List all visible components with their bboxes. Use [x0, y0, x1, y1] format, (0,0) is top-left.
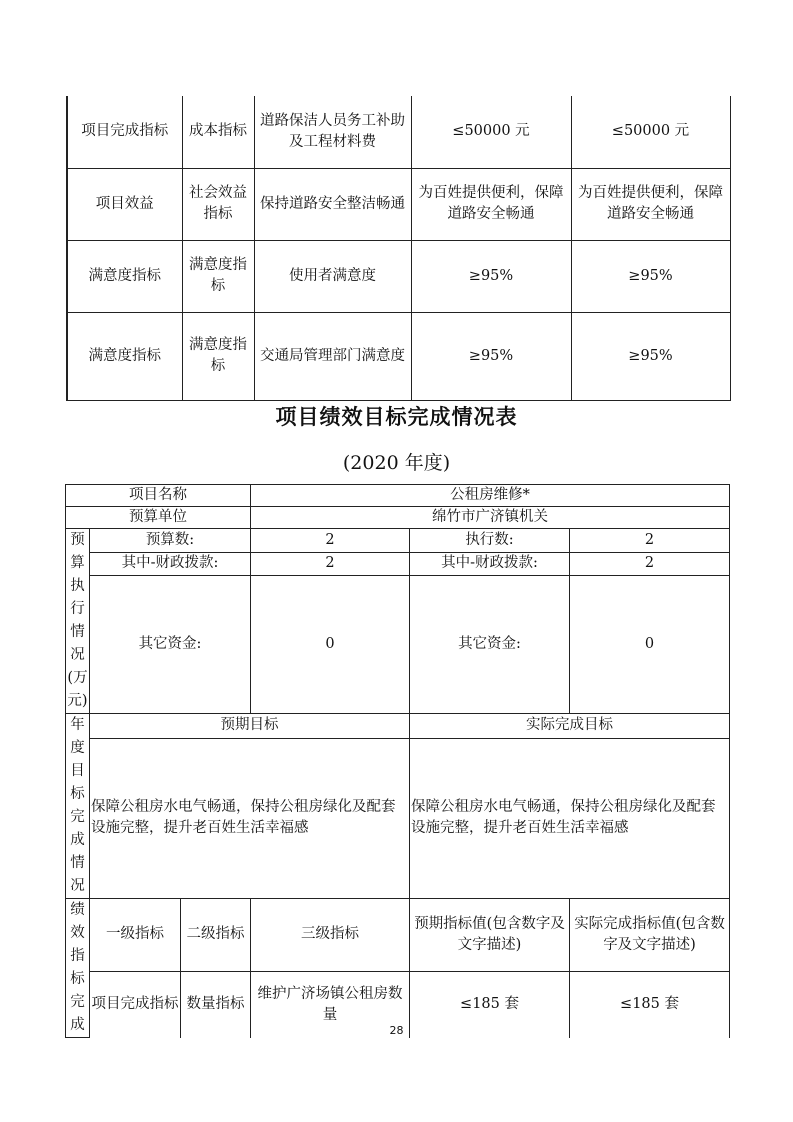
expected-value-cell: ≤50000 元 [411, 96, 571, 168]
actual-value-cell: 为百姓提供便利，保障道路安全畅通 [571, 168, 730, 240]
expected-value-cell: 为百姓提供便利，保障道路安全畅通 [411, 168, 571, 240]
project-name-label: 项目名称 [66, 485, 251, 507]
level3-cell: 保持道路安全整洁畅通 [254, 168, 411, 240]
level3-cell: 道路保洁人员务工补助及工程材料费 [254, 96, 411, 168]
budget-exec-label: 预算执行情况(万元) [66, 529, 90, 714]
table-row [67, 240, 730, 312]
expected-goal-text: 保障公租房水电气畅通，保持公租房绿化及配套设施完整，提升老百姓生活幸福感 [90, 738, 410, 898]
indicator-label: 绩效指标完成 [66, 899, 90, 1038]
top-indicator-table [66, 96, 731, 401]
actual-value-cell: ≤185 套 [570, 971, 730, 1037]
fiscal-allocation-label: 其中-财政拨款: [90, 552, 251, 576]
header-level1: 一级指标 [90, 899, 181, 972]
level2-cell: 数量指标 [181, 971, 251, 1037]
other-funds-value: 0 [251, 576, 410, 714]
header-actual: 实际完成指标值(包含数字及文字描述) [570, 899, 730, 972]
level1-cell: 项目完成指标 [90, 971, 181, 1037]
level1-cell: 满意度指标 [67, 240, 182, 312]
level2-cell: 成本指标 [182, 96, 254, 168]
table-row [67, 312, 730, 400]
table-row [66, 552, 730, 576]
budget-unit-value: 绵竹市广济镇机关 [251, 507, 730, 529]
level2-cell: 满意度指标 [182, 240, 254, 312]
fiscal-allocation-value: 2 [251, 552, 410, 576]
table-row [66, 899, 730, 972]
table-row [67, 96, 730, 168]
other-funds-label: 其它资金: [410, 576, 570, 714]
budget-unit-label: 预算单位 [66, 507, 251, 529]
table-row [66, 738, 730, 898]
page-subtitle: (2020 年度) [342, 452, 451, 474]
annual-goal-label: 年度目标完成情况 [66, 714, 90, 899]
table-row [66, 529, 730, 553]
level2-cell: 满意度指标 [182, 312, 254, 400]
level2-cell: 社会效益指标 [182, 168, 254, 240]
budget-count-value: 2 [251, 529, 410, 553]
table-row [66, 714, 730, 739]
level1-cell: 项目完成指标 [67, 96, 182, 168]
expected-goal-header: 预期目标 [90, 714, 410, 739]
table-row [66, 485, 730, 507]
header-expected: 预期指标值(包含数字及文字描述) [410, 899, 570, 972]
actual-value-cell: ≤50000 元 [571, 96, 730, 168]
expected-value-cell: ≤185 套 [410, 971, 570, 1037]
table-row [66, 507, 730, 529]
table-row [67, 168, 730, 240]
level3-cell: 维护广济场镇公租房数量 [251, 971, 410, 1037]
table-row [66, 576, 730, 714]
other-funds-label: 其它资金: [90, 576, 251, 714]
exec-count-label: 执行数: [410, 529, 570, 553]
project-name-value: 公租房维修* [251, 485, 730, 507]
header-level2: 二级指标 [181, 899, 251, 972]
fiscal-allocation-value: 2 [570, 552, 730, 576]
expected-value-cell: ≥95% [411, 312, 571, 400]
level1-cell: 项目效益 [67, 168, 182, 240]
expected-value-cell: ≥95% [411, 240, 571, 312]
budget-count-label: 预算数: [90, 529, 251, 553]
header-level3: 三级指标 [251, 899, 410, 972]
fiscal-allocation-label: 其中-财政拨款: [410, 552, 570, 576]
page-number: 28 [389, 1024, 404, 1037]
other-funds-value: 0 [570, 576, 730, 714]
level1-cell: 满意度指标 [67, 312, 182, 400]
actual-value-cell: ≥95% [571, 312, 730, 400]
level3-cell: 交通局管理部门满意度 [254, 312, 411, 400]
level3-cell: 使用者满意度 [254, 240, 411, 312]
actual-goal-header: 实际完成目标 [410, 714, 730, 739]
actual-goal-text: 保障公租房水电气畅通，保持公租房绿化及配套设施完整，提升老百姓生活幸福感 [410, 738, 730, 898]
page-title: 项目绩效目标完成情况表 [275, 405, 518, 429]
performance-table [65, 484, 730, 1038]
exec-count-value: 2 [570, 529, 730, 553]
actual-value-cell: ≥95% [571, 240, 730, 312]
